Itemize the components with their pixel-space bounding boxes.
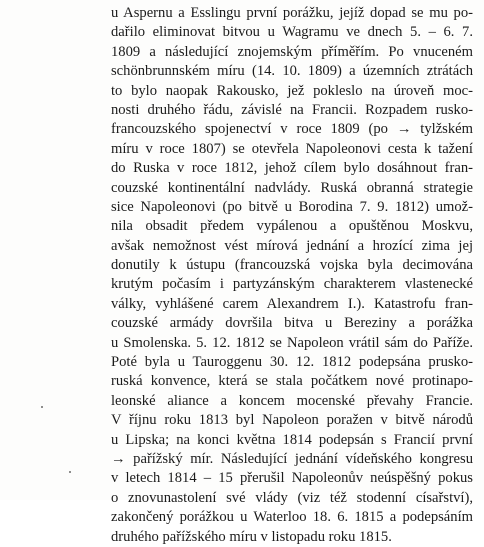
- scan-speck: [69, 471, 71, 473]
- text-line: války, vyhlášené carem Alexandrem I.). Katastrofu fran-: [111, 295, 473, 312]
- text-line: 1809 a následující znojemským příměřím. Po vnuceném: [111, 43, 473, 60]
- text-line: avšak nemožnost vést mírová jednání a hrozící zima jej: [111, 237, 473, 254]
- text-line: couzské kontinentální nadvlády. Ruská obranná strategie: [111, 179, 473, 196]
- text-line: dařilo eliminovat bitvou u Wagramu ve dnech 5. – 6. 7.: [111, 24, 473, 41]
- text-line: krutým počasím i partyzánským charakterem vlastenecké: [111, 276, 473, 293]
- text-line: nila obsadit předem vypálenou a opuštěnou Moskvu,: [111, 218, 473, 235]
- text-line: zakončený porážkou u Waterloo 18. 6. 1815 a podepsáním: [111, 509, 473, 526]
- text-line: do Ruska v roce 1812, jehož cílem bylo dosáhnout fran-: [111, 160, 473, 177]
- text-line: Poté byla u Tauroggenu 30. 12. 1812 podepsána prusko-: [111, 354, 473, 371]
- text-line: o znovunastolení své vlády (viz též stodenní císařství),: [111, 489, 473, 506]
- text-line: couzské armády dovršila bitva u Bereziny a porážka: [111, 315, 473, 332]
- text-line: u Aspernu a Esslingu první porážku, jejíž dopad se mu po-: [111, 5, 473, 21]
- body-text: [111, 4, 473, 547]
- text-line: V říjnu roku 1813 byl Napoleon poražen v bitvě národů: [111, 412, 473, 429]
- text-line: u Lipska; na konci května 1814 podepsán s Francií první: [111, 431, 473, 448]
- scan-speck: [41, 406, 43, 408]
- text-line: druhého pařížského míru v listopadu roku 1815.: [111, 528, 392, 545]
- text-line: míru v roce 1807) se otevřela Napoleonovi cesta k tažení: [111, 140, 473, 157]
- text-line: schönbrunnském míru (14. 10. 1809) a územních ztrátách: [111, 63, 473, 80]
- text-line: nosti druhého řádu, závislé na Francii. Rozpadem rusko-: [111, 101, 473, 118]
- text-line: v letech 1814 – 15 přerušil Napoleonův neúspěšný pokus: [111, 470, 473, 487]
- text-line: leonské aliance a koncem mocenské převahy Francie.: [111, 392, 473, 409]
- text-line: francouzského spojenectví v roce 1809 (po → tylžském: [111, 121, 473, 138]
- text-line: → pařížský mír. Následující jednání vídeňského kongresu: [111, 450, 473, 467]
- text-line: to bylo naopak Rakousko, jež pokleslo na úroveň moc-: [111, 82, 473, 99]
- text-line: u Smolenska. 5. 12. 1812 se Napoleon vrátil sám do Paříže.: [111, 334, 473, 351]
- text-line: donutily k ústupu (francouzská vojska byla decimována: [111, 257, 473, 274]
- text-line: sice Napoleonovi (po bitvě u Borodina 7. 9. 1812) umož-: [111, 198, 473, 215]
- text-line: ruská konvence, která se stala počátkem nové protinapo-: [111, 373, 473, 390]
